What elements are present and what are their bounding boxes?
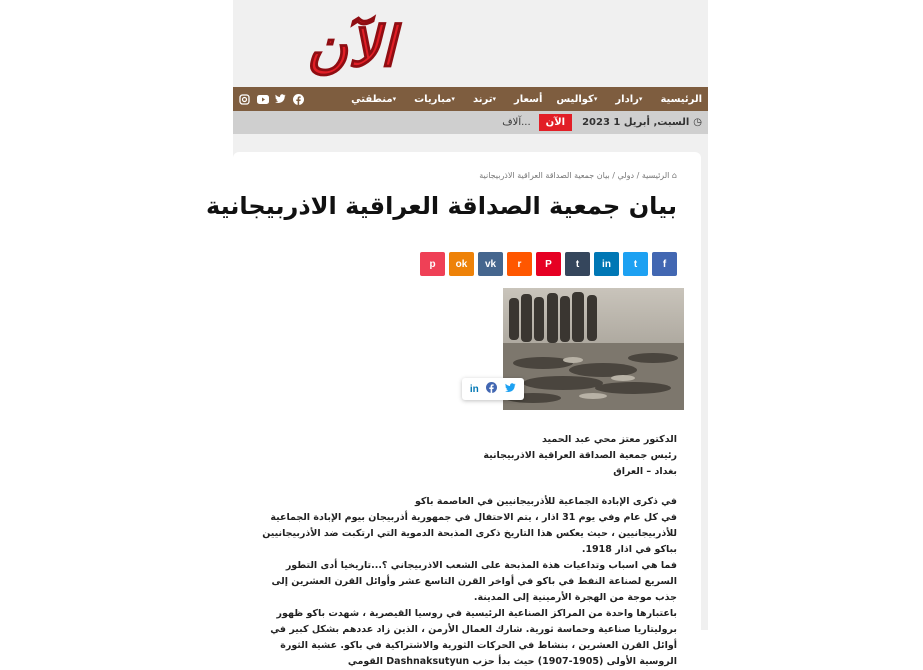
nav-item-label: رادار [615,93,639,105]
instagram-icon[interactable] [239,94,250,105]
ticker-headline[interactable]: آلاف... [502,117,531,128]
author-role: رئيس جمعية الصداقة العراقية الاذربيجانية [483,450,677,461]
twitter-icon[interactable] [505,383,516,396]
article-paragraph: فما هي اسباب وتداعيات هذة المذبحة على الشعب الاذربيجاني ؟...تاريخيا أدى التطور السريع لصناعة النفط في باكو في أواخر القرن التاسع عشر وأوائل القرن العشرين إلى جذب موجة من الهجرة الأرمينية إلى المدينة. [271,560,677,603]
twitter-icon[interactable] [275,94,286,105]
article-card [206,152,701,667]
twitter-share-button[interactable]: t [623,252,648,276]
nav-item-radar[interactable] [615,94,646,105]
share-buttons [416,252,677,276]
article-paragraph: في ذكرى الإبادة الجماعية للأذربيجانيين في العاصمة باكو [414,496,677,507]
nav-item-label: مباريات [414,93,452,105]
article-title: بيان جمعية الصداقة العراقية الاذربيجانية [206,192,677,220]
home-icon[interactable]: ⌂ [671,171,677,180]
author-city: بغداد – العراق [613,466,677,477]
tumblr-share-button[interactable]: t [565,252,590,276]
author-name: الدكتور معتز محي عبد الحميد [542,434,677,445]
breadcrumb [479,171,677,180]
chevron-down-icon: ▾ [451,95,455,103]
logo-text: الآن [306,15,396,80]
reddit-share-button[interactable]: r [507,252,532,276]
facebook-icon[interactable] [293,94,304,105]
youtube-icon[interactable] [257,94,268,105]
facebook-icon[interactable] [486,382,497,396]
nav-item-backstage[interactable] [556,94,601,105]
linkedin-icon[interactable]: in [469,383,479,395]
article-body [257,432,677,670]
site-logo[interactable] [271,8,431,80]
chevron-down-icon: ▾ [492,95,496,103]
facebook-share-button[interactable]: f [652,252,677,276]
nav-item-label: منطقتي [351,93,393,105]
pinterest-share-button[interactable]: P [536,252,561,276]
article-paragraph: في كل عام وفي يوم 31 اذار ، يتم الاحتفال في جمهورية أذربيجان بيوم الإبادة الجماعية للأذربيجانيين ، حيث يعكس هذا التاريخ ذكرى المذبحة الدموية التي ارتكبت ضد الأذربيجانيين بباكو في اذار 1918. [262,512,677,555]
ticker-badge: الآن [539,114,572,131]
nav-item-my-region[interactable] [351,94,400,105]
breaking-news-ticker [233,111,708,134]
nav-item-trend[interactable] [473,94,500,105]
nav-item-label: أسعار [513,93,543,105]
masthead [233,0,708,87]
social-links [239,94,311,105]
nav-item-label: الرئيسية [660,93,702,105]
main-nav [233,87,708,111]
ticker-date-text: السبت, أبريل 1 2023 [582,117,690,128]
image-share-bar [462,378,524,400]
ticker-date [582,117,702,128]
nav-item-prices[interactable] [514,94,542,105]
article-image[interactable] [503,288,684,410]
linkedin-share-button[interactable]: in [594,252,619,276]
chevron-down-icon: ▾ [392,95,397,103]
nav-item-label: كواليس [556,93,594,105]
chevron-down-icon: ▾ [638,95,643,103]
article-paragraph: باعتبارها واحدة من المراكز الصناعية الرئيسية في روسيا القيصرية ، شهدت باكو ظهور بروليتاريا صناعية وحماسة ثورية. شارك العمال الأرمن ، الذين زاد عددهم بشكل كبير في أوائل القرن العشرين ، بنشاط في الحركات الثورية والاشتراكية في باكو. عشية الثورة الروسية الأولى (1905-1907) حيث بدأ حزب Dashnaksutyun القومي [270,608,677,667]
nav-item-matches[interactable] [414,94,459,105]
breadcrumb-text[interactable]: الرئيسية / دولي / بيان جمعية الصداقة العراقية الاذربيجانية [479,171,670,180]
clock-icon: ◷ [693,117,702,128]
nav-item-label: ترند [472,93,493,105]
site-container [206,0,708,667]
vk-share-button[interactable]: vk [478,252,503,276]
odnoklassniki-share-button[interactable]: ok [449,252,474,276]
pocket-share-button[interactable]: p [420,252,445,276]
chevron-down-icon: ▾ [593,95,598,103]
nav-item-home[interactable] [660,94,702,105]
